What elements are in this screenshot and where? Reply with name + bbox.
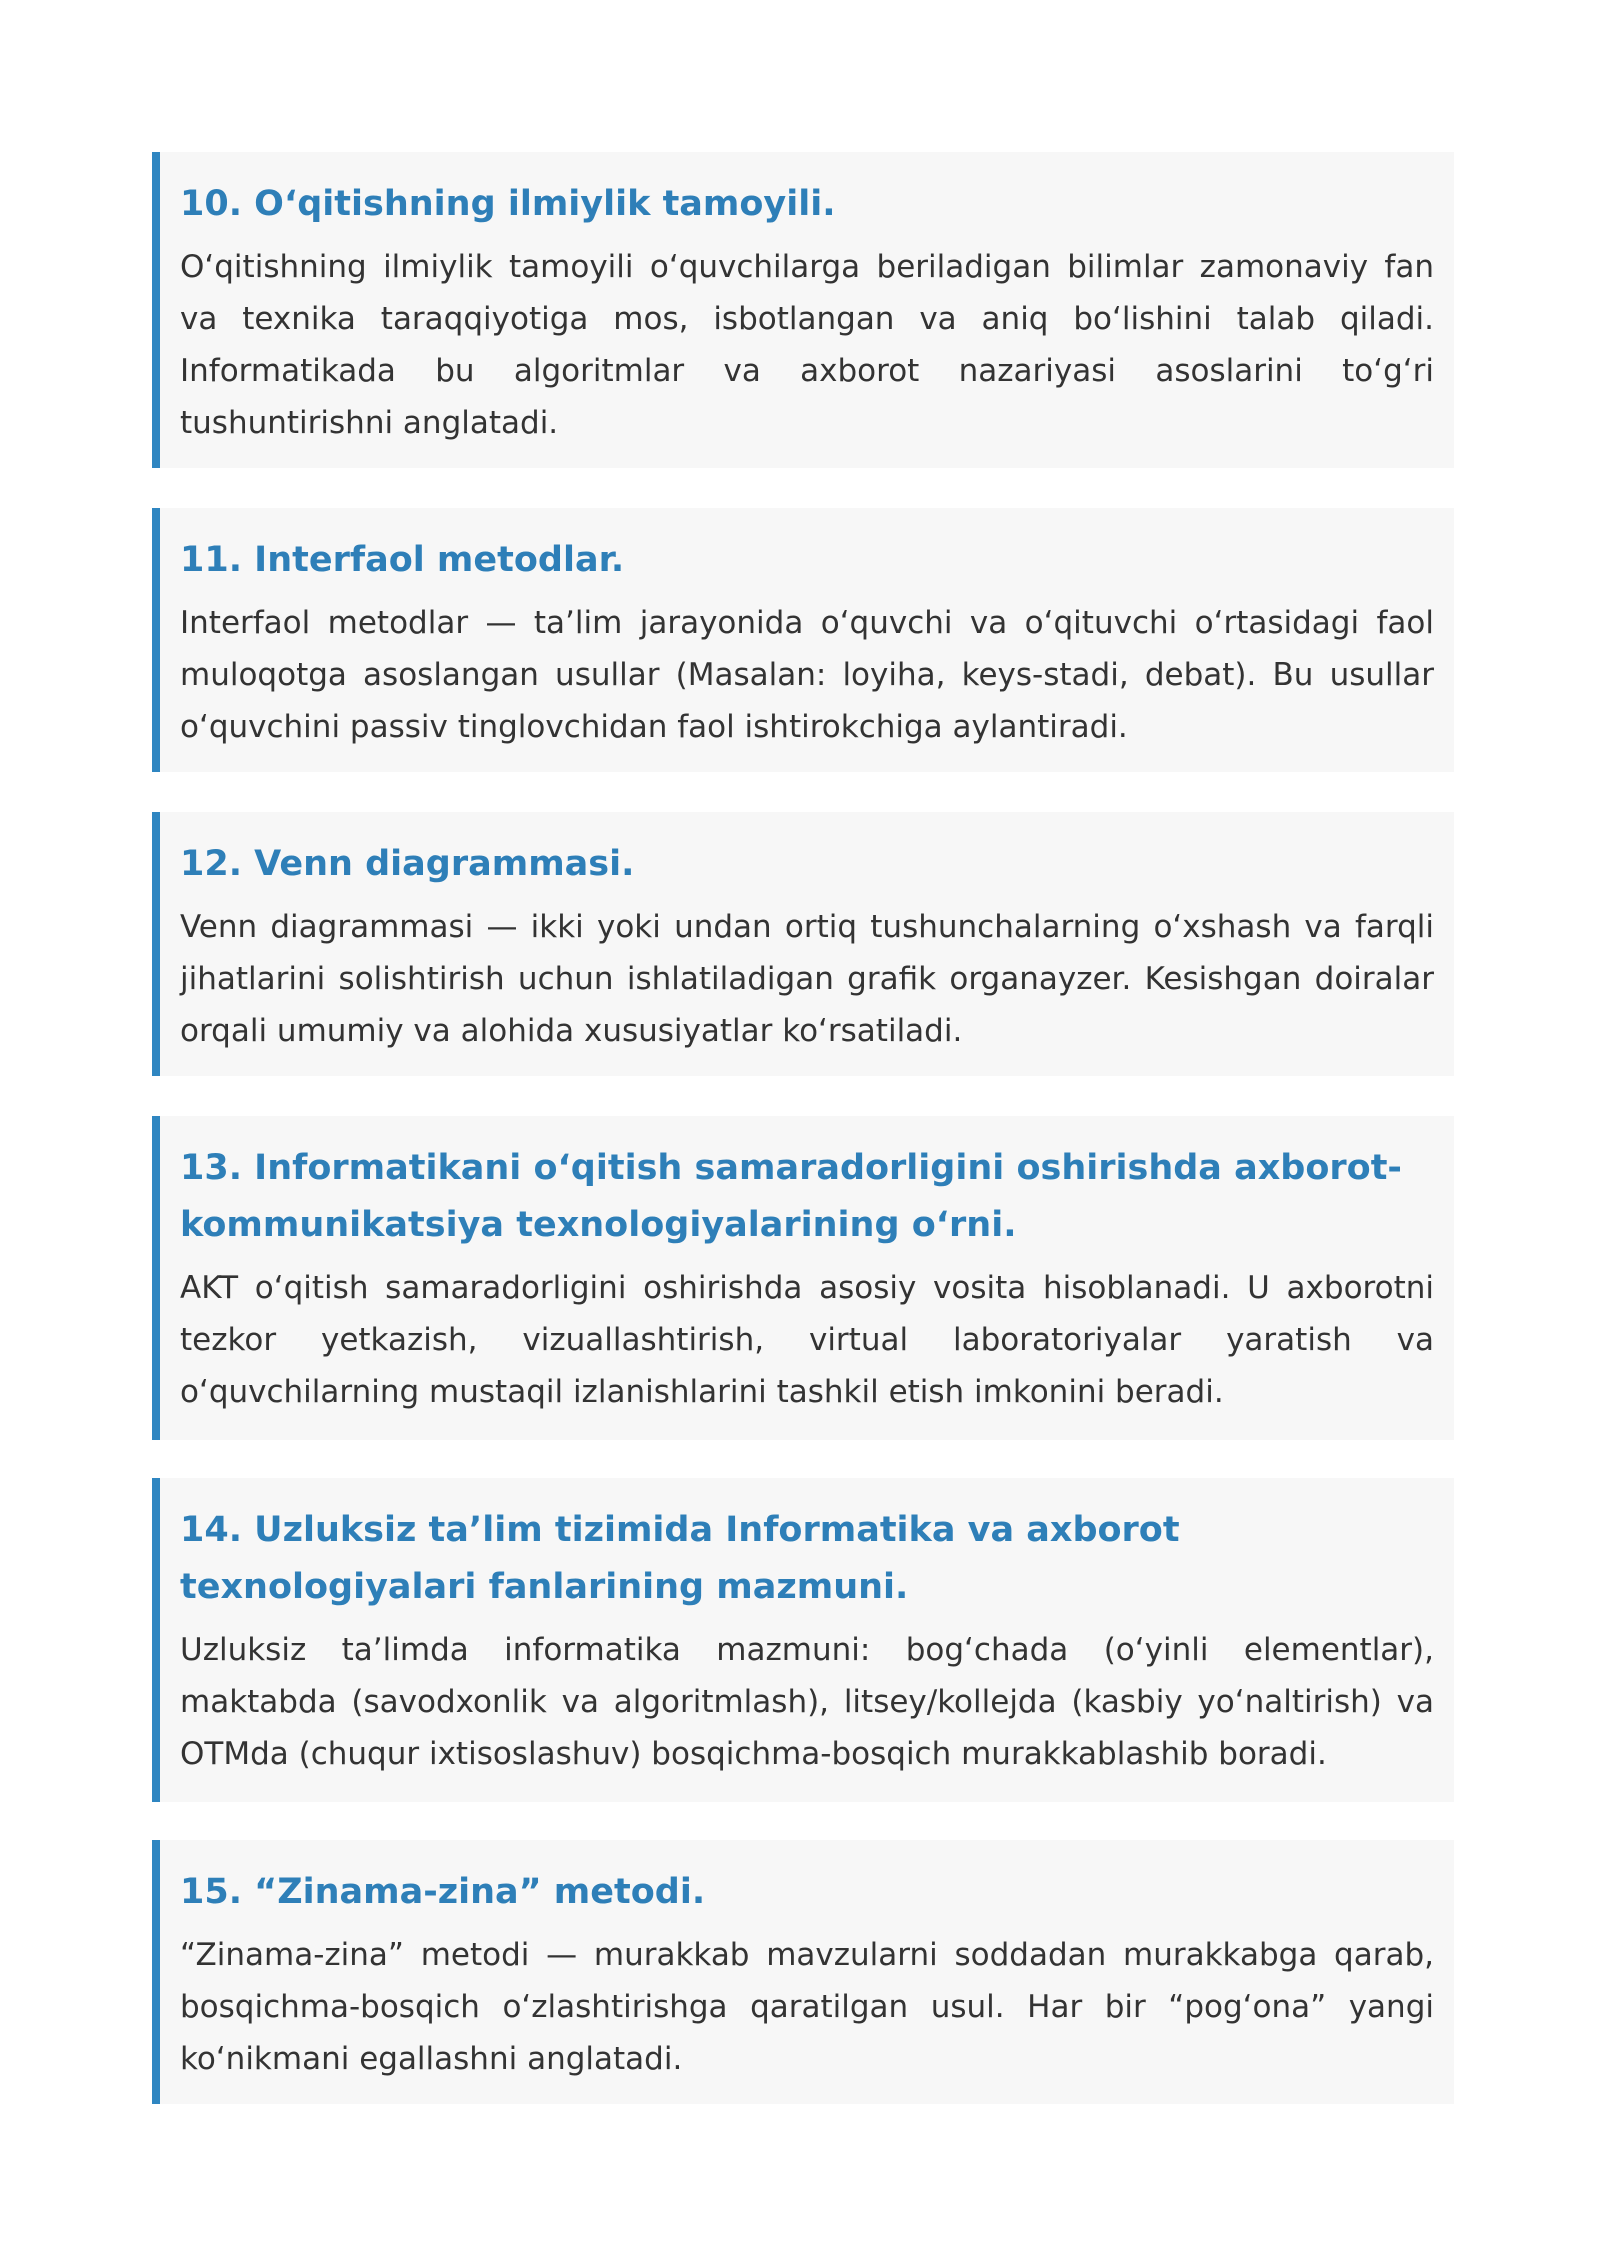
section-body: O‘qitishning ilmiylik tamoyili o‘quvchilarga beriladigan bilimlar zamonaviy fan va texnika taraqqiyotiga mos, isbotlangan va aniq bo‘lishini talab qiladi. Informatikada bu algoritmlar va axborot nazariyasi asoslarini to‘g‘ri tushuntirishni anglatadi. xyxy=(180,249,1434,441)
section-title: 12. Venn diagrammasi. xyxy=(180,844,635,884)
section-body: Venn diagrammasi — ikki yoki undan ortiq tushunchalarning o‘xshash va farqli jihatlarini solishtirish uchun ishlatiladigan grafik organayzer. Kesishgan doiralar orqali umumiy va alohida xususiyatlar ko‘rsatiladi. xyxy=(180,909,1434,1049)
section-title: 10. O‘qitishning ilmiylik tamoyili. xyxy=(180,184,836,224)
section-title: 14. Uzluksiz ta’lim tizimida Informatika va axborot texnologiyalari fanlarining mazmuni. xyxy=(180,1510,1180,1607)
section-title: 11. Interfaol metodlar. xyxy=(180,540,625,580)
section-body: “Zinama-zina” metodi — murakkab mavzularni soddadan murakkabga qarab, bosqichma-bosqich o‘zlashtirishga qaratilgan usul. Har bir “pog‘ona” yangi ko‘nikmani egallashni anglatadi. xyxy=(180,1937,1434,2077)
section-card-12 xyxy=(152,812,1454,1076)
section-card-13 xyxy=(152,1116,1454,1440)
section-card-11 xyxy=(152,508,1454,772)
section-body: Uzluksiz ta’limda informatika mazmuni: bog‘chada (o‘yinli elementlar), maktabda (savodxonlik va algoritmlash), litsey/kollejda (kasbiy yo‘naltirish) va OTMda (chuqur ixtisoslashuv) bosqichma-bosqich murakkablashib boradi. xyxy=(180,1632,1434,1772)
section-title: 15. “Zinama-zina” metodi. xyxy=(180,1872,706,1912)
section-card-14 xyxy=(152,1478,1454,1802)
section-title: 13. Informatikani o‘qitish samaradorligini oshirishda axborot-kommunikatsiya texnologiyalarining o‘rni. xyxy=(180,1148,1402,1245)
section-card-15 xyxy=(152,1840,1454,2104)
section-body: AKT o‘qitish samaradorligini oshirishda asosiy vosita hisoblanadi. U axborotni tezkor yetkazish, vizuallashtirish, virtual laboratoriyalar yaratish va o‘quvchilarning mustaqil izlanishlarini tashkil etish imkonini beradi. xyxy=(180,1270,1434,1410)
section-body: Interfaol metodlar — ta’lim jarayonida o‘quvchi va o‘qituvchi o‘rtasidagi faol muloqotga asoslangan usullar (Masalan: loyiha, keys-stadi, debat). Bu usullar o‘quvchini passiv tinglovchidan faol ishtirokchiga aylantiradi. xyxy=(180,605,1434,745)
section-card-10 xyxy=(152,152,1454,468)
